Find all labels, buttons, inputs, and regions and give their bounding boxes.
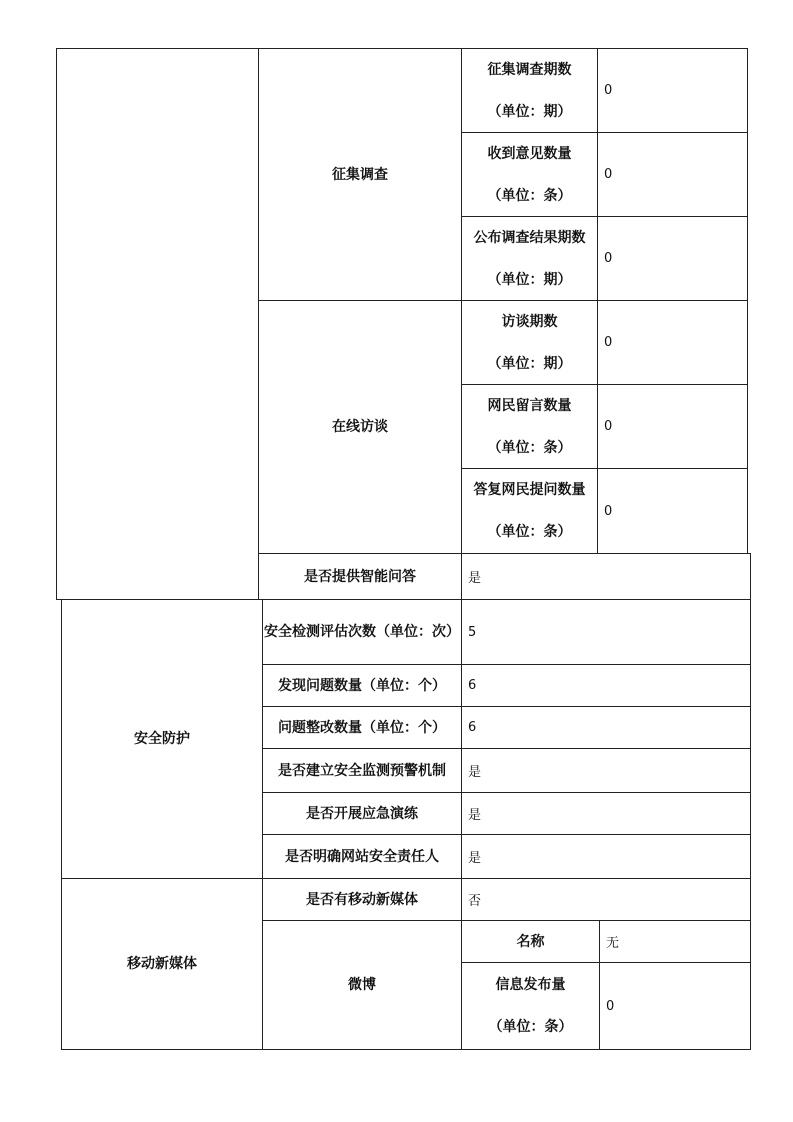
grid-line — [750, 553, 751, 1050]
interview-count-value: 0 — [604, 335, 613, 350]
unit-text: （单位：条） — [488, 1019, 573, 1035]
unit-text: （单位：期） — [487, 103, 572, 120]
published-results-label — [462, 217, 597, 300]
has-mobile-media-label: 是否有移动新媒体 — [306, 891, 418, 908]
security-officer-label: 是否明确网站安全责任人 — [285, 848, 439, 865]
unit-text: （单位：期） — [487, 271, 572, 288]
monitoring-mechanism-label: 是否建立安全监测预警机制 — [278, 762, 446, 779]
label-text: 网民留言数量 — [487, 397, 572, 414]
interview-count-label — [462, 301, 597, 384]
label-text: 信息发布量 — [495, 977, 566, 993]
unit-text: （单位：条） — [487, 439, 572, 456]
netizen-messages-value: 0 — [604, 419, 613, 434]
replies-count-value: 0 — [604, 503, 613, 519]
replies-count-label — [462, 469, 597, 553]
weibo-name-label: 名称 — [516, 933, 545, 950]
weibo-posts-value: 0 — [606, 998, 615, 1014]
unit-text: （单位：条） — [487, 187, 572, 204]
opinions-count-label — [462, 133, 597, 216]
solicitation-count-value: 0 — [604, 83, 613, 98]
grid-line — [56, 48, 57, 599]
issues-fixed-value: 6 — [468, 720, 477, 735]
label-text: 公布调查结果期数 — [473, 229, 586, 246]
netizen-messages-label — [462, 385, 597, 468]
has-mobile-media-value: 否 — [468, 894, 482, 909]
label-text: 征集调查期数 — [487, 61, 572, 78]
weibo-name-value: 无 — [606, 936, 620, 951]
smart-qa-value: 是 — [468, 571, 482, 586]
emergency-drill-value: 是 — [468, 808, 482, 823]
published-results-value: 0 — [604, 251, 613, 266]
weibo-posts-label — [462, 963, 599, 1049]
issues-found-label: 发现问题数量（单位：个） — [278, 677, 446, 694]
security-section-title: 安全防护 — [134, 731, 190, 747]
mobile-section-title: 移动新媒体 — [127, 956, 197, 972]
smart-qa-label: 是否提供智能问答 — [304, 568, 416, 585]
security-test-count-label: 安全检测评估次数（单位：次） — [264, 624, 460, 640]
solicitation-count-label — [462, 49, 597, 132]
issues-fixed-label: 问题整改数量（单位：个） — [278, 719, 446, 736]
security-test-count-value: 5 — [468, 624, 477, 640]
unit-text: （单位：条） — [487, 524, 572, 540]
solicitation-section-title: 征集调查 — [332, 166, 388, 183]
unit-text: （单位：期） — [487, 355, 572, 372]
emergency-drill-label: 是否开展应急演练 — [306, 805, 418, 822]
interview-section-title: 在线访谈 — [332, 419, 388, 435]
grid-line — [61, 1049, 751, 1050]
label-text: 收到意见数量 — [487, 145, 572, 162]
issues-found-value: 6 — [468, 678, 477, 693]
weibo-title: 微博 — [348, 977, 376, 993]
opinions-count-value: 0 — [604, 167, 613, 182]
security-officer-value: 是 — [468, 851, 482, 866]
label-text: 访谈期数 — [501, 313, 558, 330]
monitoring-mechanism-value: 是 — [468, 765, 482, 780]
label-text: 答复网民提问数量 — [473, 482, 586, 498]
